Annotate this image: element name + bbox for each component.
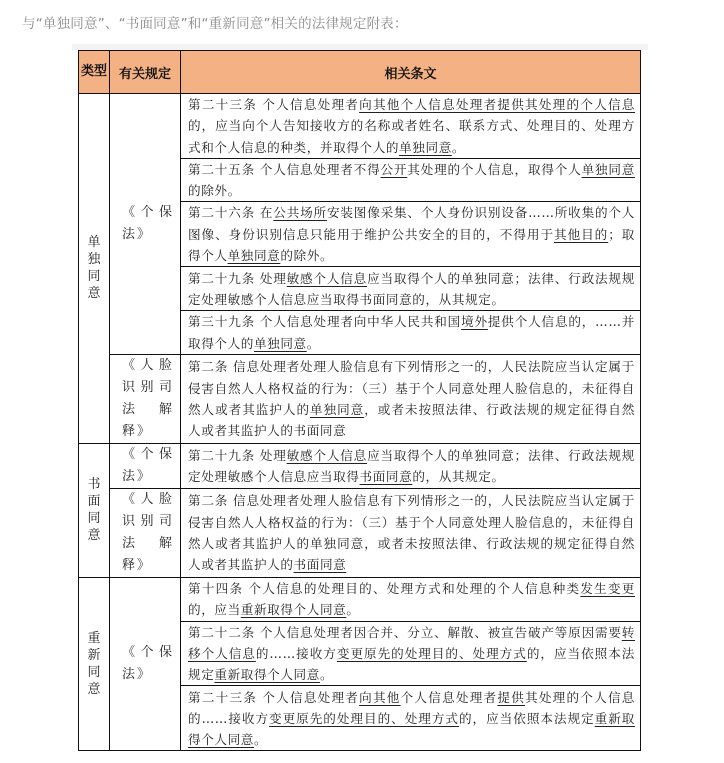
article-text: 第二十五条 个人信息处理者不得 (188, 161, 381, 177)
table-row (79, 354, 641, 443)
article-text-cell (181, 686, 641, 751)
article-text-cell (181, 621, 641, 686)
article-text: ，或者未按照法律、行政法规的规定征得自然人或者其监护人的书面同意 (188, 401, 636, 439)
underlined-key-phrase: 变更原先的处理目的、处理方式 (269, 710, 459, 726)
consent-type-label: 书面同意 (87, 477, 101, 544)
table-row (79, 94, 641, 159)
table-header-row (79, 51, 641, 94)
underlined-key-phrase: 敏感个人信息 (286, 447, 368, 463)
consent-type-cell (79, 577, 110, 750)
article-text-cell (181, 443, 641, 488)
provision-law-cell: 《个保法》 (110, 577, 181, 750)
underlined-key-phrase: 其他目的 (554, 226, 609, 242)
article-text: 第二十九条 处理 (188, 270, 287, 286)
underlined-key-phrase: 公共场所 (273, 205, 327, 221)
table-row (79, 577, 641, 621)
article-text: 其处理的个人信息，取得个人 (407, 161, 582, 177)
provision-law-cell: 《个保法》 (110, 443, 181, 488)
article-text: 的……接收方 (255, 645, 337, 661)
consent-type-label: 单独同意 (87, 235, 101, 302)
consent-type-label: 重新同意 (87, 631, 101, 698)
header-provision: 有关规定 (110, 51, 181, 94)
article-text: 的，从其规定。 (412, 468, 505, 484)
article-text: 第二十三条 个人信息处理者 (188, 689, 360, 705)
provision-law-cell: 《人脸识别司法解释》 (110, 354, 181, 443)
underlined-key-phrase: 发生变更 (580, 580, 635, 596)
underlined-key-phrase: 公开 (380, 161, 408, 177)
article-text: 。 (306, 335, 320, 351)
article-text: 第十四条 个人信息的处理目的、处理方式和处理的个人信息种类 (188, 580, 581, 596)
underlined-key-phrase: 书面同意 (293, 557, 347, 573)
provision-law-cell: 《个保法》 (110, 94, 181, 355)
article-text: 。 (253, 732, 268, 748)
article-text-cell (181, 311, 641, 355)
article-text: 第二十二条 个人信息处理者因合并、分立、解散、被宣告破产等原因需要 (188, 624, 622, 640)
underlined-key-phrase: 转移个人信息 (188, 624, 635, 661)
header-text: 相关条文 (181, 51, 641, 94)
article-text: 的，应当依照本法规定 (458, 710, 595, 726)
underlined-key-phrase: 书面同意 (359, 468, 413, 484)
article-text: 第二条 信息处理者处理人脸信息有下列情形之一的，人民法院应当认定属于侵害自然人人格权益的行为：（三）基于个人同意处理人脸信息的，未征得自然人或者其监护人的 (188, 359, 635, 417)
underlined-key-phrase: 境外 (461, 314, 488, 330)
article-text: 第二条 信息处理者处理人脸信息有下列情形之一的，人民法院应当认定属于侵害自然人人格权益的行为：（三）基于个人同意处理人脸信息的，未征得自然人或者其监护人的单独同意，或者未按照法律、行政法规的规定征得自然人或者其监护人的 (188, 493, 635, 573)
article-text: 。 (346, 602, 360, 618)
article-text-cell (181, 94, 641, 159)
article-text: ；取得个人 (188, 226, 635, 264)
intro-heading: 与“单独同意”、“书面同意”和“重新同意”相关的法律规定附表： (22, 16, 408, 32)
article-text-cell (181, 158, 641, 202)
article-text: 的除外。 (280, 248, 334, 264)
article-text: 其处理的个人信息的……接收方 (188, 689, 635, 726)
provision-law-cell: 《人脸识别司法解释》 (110, 488, 181, 577)
article-text-cell (181, 354, 641, 443)
article-text: 提供个人信息的，……并取得个人的 (188, 314, 635, 351)
article-text-cell (181, 267, 641, 311)
article-text: 应当取得个人的单独同意；法律、行政法规规定处理敏感个人信息应当取得书面同意的，从其规定。 (188, 270, 635, 307)
underlined-key-phrase: 向其他 (359, 689, 401, 705)
underlined-key-phrase: 重新取得个人同意 (214, 667, 320, 683)
header-type: 类型 (79, 51, 110, 94)
underlined-key-phrase: 重新取得个人同意 (240, 602, 347, 618)
article-text: 安装图像采集、个人身份识别设备……所收集的个人图像、身份识别信息只能用于维护公共安全的目的，不得用于 (188, 205, 635, 242)
underlined-key-phrase: 单独同意 (227, 248, 281, 264)
table-row (79, 443, 641, 488)
article-text: 第三十九条 个人信息处理者向中华人民共和国 (188, 314, 462, 330)
article-text: 。 (451, 139, 466, 155)
article-text-cell (181, 202, 641, 267)
underlined-key-phrase: 重新取得个人同意 (188, 710, 636, 748)
article-text: 应当取得个人的单独同意；法律、行政法规规定处理敏感个人信息应当取得 (188, 447, 635, 484)
table-row (79, 488, 641, 577)
underlined-key-phrase: 敏感个人信息 (286, 270, 368, 286)
article-text: 第二十六条 在 (188, 205, 274, 221)
consent-type-cell (79, 443, 110, 577)
article-text: 个人信息处理者 (400, 689, 498, 705)
article-text: 第二十九条 处理 (188, 447, 287, 463)
article-text-cell (181, 488, 641, 577)
underlined-key-phrase: 提供 (497, 689, 526, 705)
article-text: 的除外。 (188, 183, 241, 199)
article-text: 第二十三条 个人信息处理者 (188, 97, 360, 112)
underlined-key-phrase: 单独同意 (581, 161, 635, 177)
article-text: 的，应当向个人告知接收方的名称或者姓名、联系方式、处理目的、处理方式和个人信息的种类，并取得个人的 (188, 118, 635, 155)
consent-type-cell (79, 94, 110, 444)
article-text-cell (181, 577, 641, 621)
underlined-key-phrase: 单独同意 (399, 139, 452, 155)
article-text: 。 (319, 667, 334, 683)
underlined-key-phrase: 变更原先的处理目的、处理方式 (336, 645, 527, 661)
article-text: 的，应当 (188, 602, 241, 618)
underlined-key-phrase: 单独同意 (253, 335, 307, 351)
table-body (79, 94, 641, 751)
underlined-key-phrase: 单独同意 (310, 401, 365, 417)
underlined-key-phrase: 向其他个人信息处理者提供其处理的个人信息 (359, 97, 636, 112)
article-text: 的，应当依照本法规定 (188, 645, 635, 683)
law-provisions-table (78, 50, 641, 751)
